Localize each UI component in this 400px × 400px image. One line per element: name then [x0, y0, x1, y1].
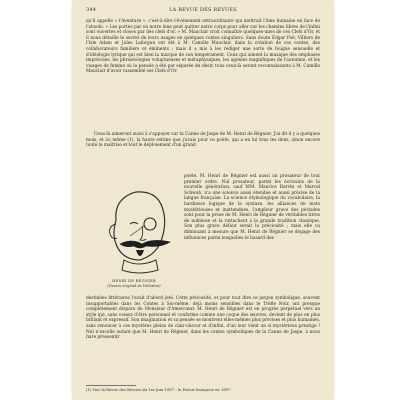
footnote-divider [86, 385, 136, 386]
paragraph: poète. M. Henri de Régnier est aussi un prosateur de tout premier ordre. Nul prosateur, parmi les écrivains de la nouvelle génération, sauf MM. Maurice Barrès et Marcel Schwob, n'a une science aussi étendue et aussi précise de la langue française. La science étymologique du vocabulaire, la hardiesse logique de la syntaxe, les alliances de mots mystérieuses et inattendues, l'ampleur grave des périodes sont pour la prose de M. Henri de Régnier de véritables titres de noblesse et la rattachent à la grande tradition classique. Son plus grave défaut serait la préciosité ; mais elle va diminuant à mesure que M. Henri de Régnier se dégage des influences parmi lesquelles le hasard des [184, 174, 320, 241]
body-text-middle [86, 132, 320, 149]
paragraph: qu'il appelle « l'Aventure », c'est-à-dire l'événement extraordinaire qui mettrait l'âme humaine en face de l'absolu. « Les portes par où notre âme peut quitter notre corps pour aller sur les chemins libres de l'infini sont ouvertes et closes par des clefs d'or. » M. Mauclair croit connaître quelques-unes de ces Clefs d'Or, et il nous détaille le secret de leurs usages en quelques contes singuliers. Sans doute Edgar Poë, Villiers de l'Isle Adam et Jules Laforgue ont été à M. Camille Mauclair, dans la création de ces contes, des collaborateurs familiers et éminents ; mais il a mis à les rédiger une sorte de fougue sensuelle et d'idéologie lyrique qui est bien la marque de son tempérament. Ceux qui aiment la musique des emphases imprécises, les phraséologies voluptueuses et métaphysiques, les agonies magnifiques de l'automne, et les visages de femme où la pensée a été par séparée du désir, tous ceux-là seront reconnaissants à M. Camille Mauclair d'avoir rassemblé ses Clefs d'Or. [86, 19, 320, 75]
portrait-caption [86, 279, 182, 288]
paragraph: destinées littéraires l'avait d'abord jeté. Cette préciosité, et pour tout dire ce jargon symbolique, souvent insupportables dans les Contes à Soi-même, déjà moins sensibles dans le Trèfle Noir, ont presque complètement disparu de Monsieur d'Amercœur. M. Henri de Régnier est en progrès perpétuel vers un style qui, sans cesser d'être personnel et conforme comme une coque des œuvres, devient de plus en plus brillant et expressif. Son imagination et sa pensée se montrent elles-mêmes plus précises et plus humaines, sans renoncer à ces mystères pleins de clair-obscur et d'infini, d'un leur vient un si mystérieux prestige ! Nul n'excelle autant que M. Henri de Régnier, dans les contes symboliques de la Canne de Jaspe, à nous faire pressentir [86, 296, 320, 341]
caption-credit: (Dessin original de Vallotton) [107, 283, 161, 288]
paragraph: Ceux-là aimeront aussi à s'appuyer sur la Canne de Jaspe de M. Henri de Régnier. J'ai dit il y a quelques mois, et ici même (1), la haute estime que j'avais pour ce poète, qui a en lui tous les dons, sinon encore toute la maîtrise et tout le déploiement d'un grand [86, 132, 320, 149]
portrait-illustration [94, 180, 180, 276]
footnote: (1) Voir la Revue des Revues du 1er juin 1897 : la Poésie française en 1897. [86, 387, 232, 392]
running-title: LA REVUE DES REVUES [169, 7, 237, 13]
body-text-top [86, 19, 320, 75]
book-page [72, 0, 334, 400]
page-number: 344 [86, 7, 97, 13]
caption-name: HENRI DE RÉGNIER [112, 279, 156, 283]
running-header [86, 7, 320, 17]
body-text-wrap [184, 174, 320, 241]
body-text-bottom [86, 296, 320, 341]
